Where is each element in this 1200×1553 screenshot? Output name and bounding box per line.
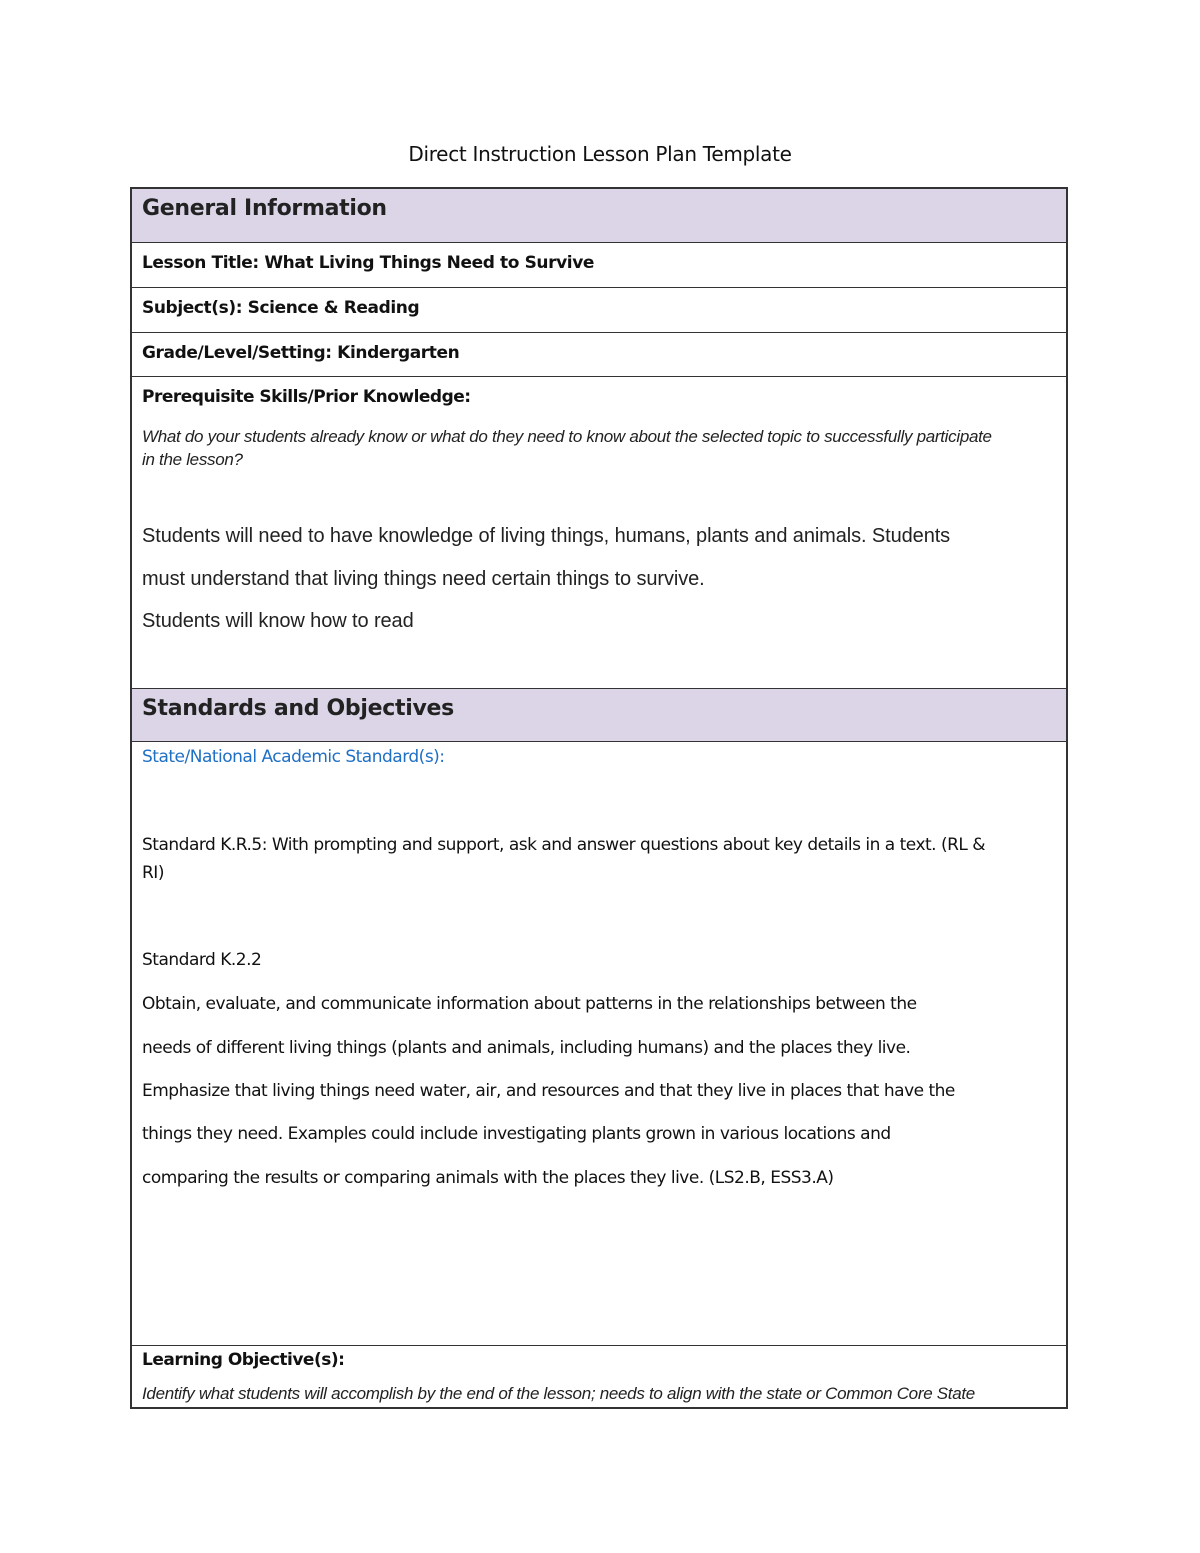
lesson-title-row — [132, 243, 1066, 288]
standard-kr5-line-1: Standard K.R.5: With prompting and support, ask and answer questions about key details in a text. (RL & — [142, 835, 986, 855]
learning-objectives-label: Learning Objective(s): — [142, 1350, 345, 1370]
prerequisite-prompt: What do your students already know or what do they need to know about the selected topic to successfully participate in the lesson? — [142, 427, 992, 469]
grade-text: Grade/Level/Setting: Kindergarten — [142, 343, 460, 363]
prerequisite-label: Prerequisite Skills/Prior Knowledge: — [142, 387, 471, 407]
standard-k22-line-2: needs of different living things (plants and animals, including humans) and the places they live. — [142, 1038, 911, 1058]
subjects-text: Subject(s): Science & Reading — [142, 298, 420, 318]
learning-objectives-prompt: Identify what students will accomplish by the end of the lesson; needs to align with the state or Common Core State — [142, 1384, 975, 1403]
general-information-header — [132, 189, 1066, 243]
lesson-title-text: Lesson Title: What Living Things Need to Survive — [142, 253, 595, 273]
prerequisite-row — [132, 377, 1066, 689]
learning-objectives-row — [132, 1346, 1066, 1409]
academic-standards-label: State/National Academic Standard(s): — [142, 747, 445, 767]
standards-row — [132, 742, 1066, 1346]
lesson-plan-table — [130, 187, 1068, 1409]
standard-k22-line-1: Obtain, evaluate, and communicate information about patterns in the relationships between the — [142, 994, 917, 1014]
standard-k22-line-5: comparing the results or comparing animals with the places they live. (LS2.B, ESS3.A) — [142, 1168, 834, 1188]
standard-kr5-line-2: RI) — [142, 863, 164, 883]
standard-k22-title: Standard K.2.2 — [142, 950, 262, 970]
subjects-row — [132, 288, 1066, 333]
standard-k22-line-3: Emphasize that living things need water, air, and resources and that they live in places that have the — [142, 1081, 955, 1101]
prerequisite-line-1: Students will need to have knowledge of living things, humans, plants and animals. Students — [142, 525, 951, 547]
document-title: Direct Instruction Lesson Plan Template — [408, 142, 792, 166]
section-title: Standards and Objectives — [142, 696, 454, 721]
grade-row — [132, 333, 1066, 377]
prerequisite-line-2: must understand that living things need certain things to survive. — [142, 568, 705, 590]
prerequisite-line-3: Students will know how to read — [142, 610, 414, 632]
section-title: General Information — [142, 196, 387, 221]
standards-objectives-header — [132, 689, 1066, 742]
standard-k22-line-4: things they need. Examples could include investigating plants grown in various locations and — [142, 1124, 891, 1144]
